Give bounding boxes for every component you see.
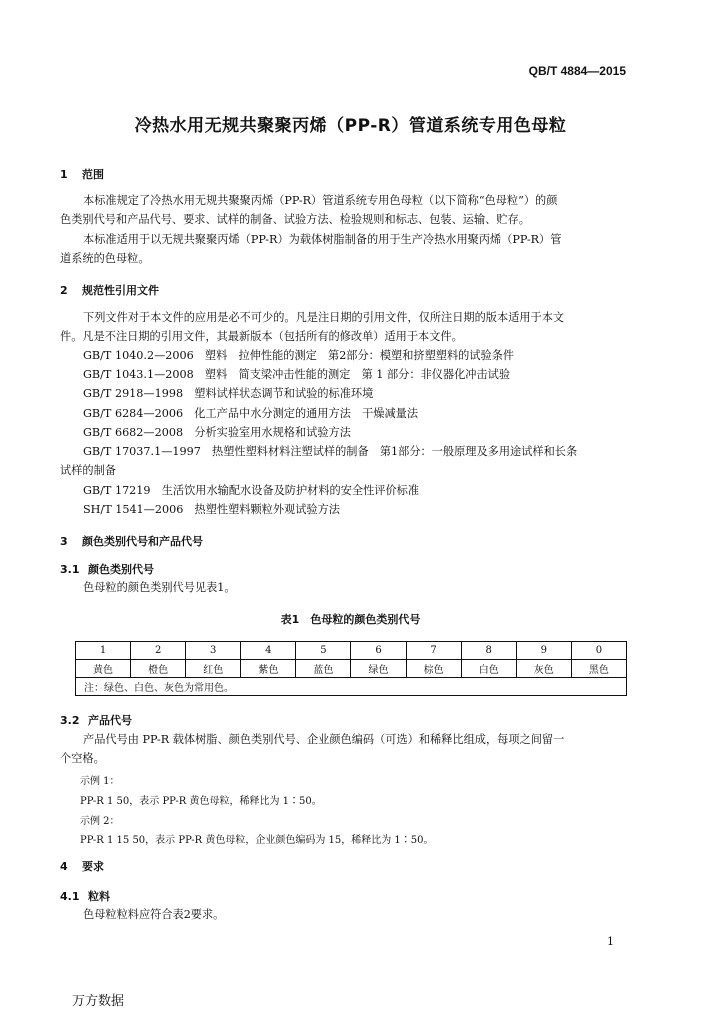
reference-item: GB/T 1040.2—2006 塑料 拉伸性能的测定 第2部分：模塑和挤塑塑料的试验条件 (83, 349, 515, 362)
table-note: 注：绿色、白色、灰色为常用色。 (76, 678, 627, 696)
table-row-note (76, 678, 627, 696)
section-4-number: 4 (60, 860, 68, 873)
section-3-2-para-line-2: 个空格。 (60, 752, 105, 765)
page-number: 1 (607, 935, 614, 948)
section-3-1-text: 色母粒的颜色类别代号见表1。 (83, 581, 236, 594)
section-4-1-text: 色母粒粒料应符合表2要求。 (83, 908, 225, 921)
section-3-1-number: 3.1 (60, 563, 80, 576)
table-cell-color: 黑色 (571, 660, 626, 678)
section-1-para-2-line-1: 本标准适用于以无规共聚聚丙烯（PP-R）为载体树脂制备的用于生产冷热水用聚丙烯（PP-R）管 (83, 233, 562, 246)
reference-item: GB/T 6284—2006 化工产品中水分测定的通用方法 干燥减量法 (83, 407, 419, 420)
section-1-para-2-line-2: 道系统的色母粒。 (60, 252, 150, 265)
reference-item: GB/T 1043.1—2008 塑料 简支梁冲击性能的测定 第 1 部分：非仪器化冲击试验 (83, 368, 511, 381)
section-3-number: 3 (60, 535, 68, 548)
footer-brand: 万方数据 (72, 994, 125, 1009)
reference-item: GB/T 6682—2008 分析实验室用水规格和试验方法 (83, 426, 351, 439)
table-1-caption: 表1 色母粒的颜色类别代号 (280, 613, 421, 626)
section-3-2-number: 3.2 (60, 714, 80, 727)
table-cell-code: 6 (351, 642, 406, 660)
table-cell-color: 灰色 (516, 660, 571, 678)
section-2-number: 2 (60, 284, 68, 297)
reference-item-continuation: 试样的制备 (60, 464, 116, 477)
table-cell-code: 1 (76, 642, 131, 660)
reference-item: GB/T 17219 生活饮用水输配水设备及防护材料的安全性评价标准 (83, 484, 420, 497)
example-2-text: PP-R 1 15 50，表示 PP-R 黄色母粒，企业颜色编码为 15，稀释比为 1∶50。 (80, 835, 434, 846)
example-1-label: 示例 1： (80, 776, 120, 787)
standard-code: QB/T 4884—2015 (528, 64, 626, 78)
table-cell-color: 绿色 (351, 660, 406, 678)
section-1-para-1-line-2: 色类别代号和产品代号、要求、试样的制备、试验方法、检验规则和标志、包装、运输、贮存。 (60, 213, 530, 226)
table-cell-color: 红色 (186, 660, 241, 678)
table-cell-code: 5 (296, 642, 351, 660)
section-3-title: 颜色类别代号和产品代号 (82, 535, 203, 548)
table-cell-color: 紫色 (241, 660, 296, 678)
section-3-heading (60, 533, 203, 549)
table-row-colors (76, 660, 627, 678)
reference-item: SH/T 1541—2006 热塑性塑料颗粒外观试验方法 (83, 503, 340, 516)
table-cell-code: 0 (571, 642, 626, 660)
table-cell-color: 橙色 (131, 660, 186, 678)
section-2-para-line-1: 下列文件对于本文件的应用是必不可少的。凡是注日期的引用文件，仅所注日期的版本适用于本文 (83, 311, 565, 324)
section-1-title: 范围 (82, 168, 104, 181)
section-3-2-title: 产品代号 (88, 714, 132, 727)
section-1-number: 1 (60, 168, 68, 181)
table-cell-code: 7 (406, 642, 461, 660)
section-1-para-1-line-1: 本标准规定了冷热水用无规共聚聚丙烯（PP-R）管道系统专用色母粒（以下简称“色母粒”）的颜 (83, 194, 558, 207)
table-row-codes (76, 642, 627, 660)
table-cell-code: 4 (241, 642, 296, 660)
section-2-heading (60, 282, 159, 298)
reference-item: GB/T 2918—1998 塑料试样状态调节和试验的标准环境 (83, 387, 374, 400)
section-2-title: 规范性引用文件 (82, 284, 159, 297)
table-cell-code: 3 (186, 642, 241, 660)
section-4-1-title: 粒料 (88, 890, 110, 903)
section-3-2-heading (60, 712, 132, 728)
section-3-2-para-line-1: 产品代号由 PP-R 载体树脂、颜色类别代号、企业颜色编码（可选）和稀释比组成，每项之间留一 (83, 733, 565, 746)
table-cell-code: 2 (131, 642, 186, 660)
table-cell-color: 白色 (461, 660, 516, 678)
document-title: 冷热水用无规共聚聚丙烯（PP-R）管道系统专用色母粒 (134, 116, 567, 136)
color-code-table (75, 641, 627, 696)
section-4-heading (60, 858, 104, 874)
section-4-title: 要求 (82, 860, 104, 873)
section-1-heading (60, 166, 104, 182)
table-cell-color: 黄色 (76, 660, 131, 678)
section-3-1-heading (60, 561, 154, 577)
table-cell-code: 8 (461, 642, 516, 660)
table-cell-color: 蓝色 (296, 660, 351, 678)
section-3-1-title: 颜色类别代号 (88, 563, 154, 576)
table-cell-code: 9 (516, 642, 571, 660)
section-4-1-number: 4.1 (60, 890, 80, 903)
table-cell-color: 棕色 (406, 660, 461, 678)
reference-item: GB/T 17037.1—1997 热塑性塑料材料注塑试样的制备 第1部分：一般原理及多用途试样和长条 (83, 445, 578, 458)
section-2-para-line-2: 件。凡是不注日期的引用文件，其最新版本（包括所有的修改单）适用于本文件。 (60, 330, 463, 343)
section-4-1-heading (60, 888, 110, 904)
example-1-text: PP-R 1 50，表示 PP-R 黄色母粒，稀释比为 1∶50。 (80, 796, 322, 807)
example-2-label: 示例 2： (80, 816, 120, 827)
